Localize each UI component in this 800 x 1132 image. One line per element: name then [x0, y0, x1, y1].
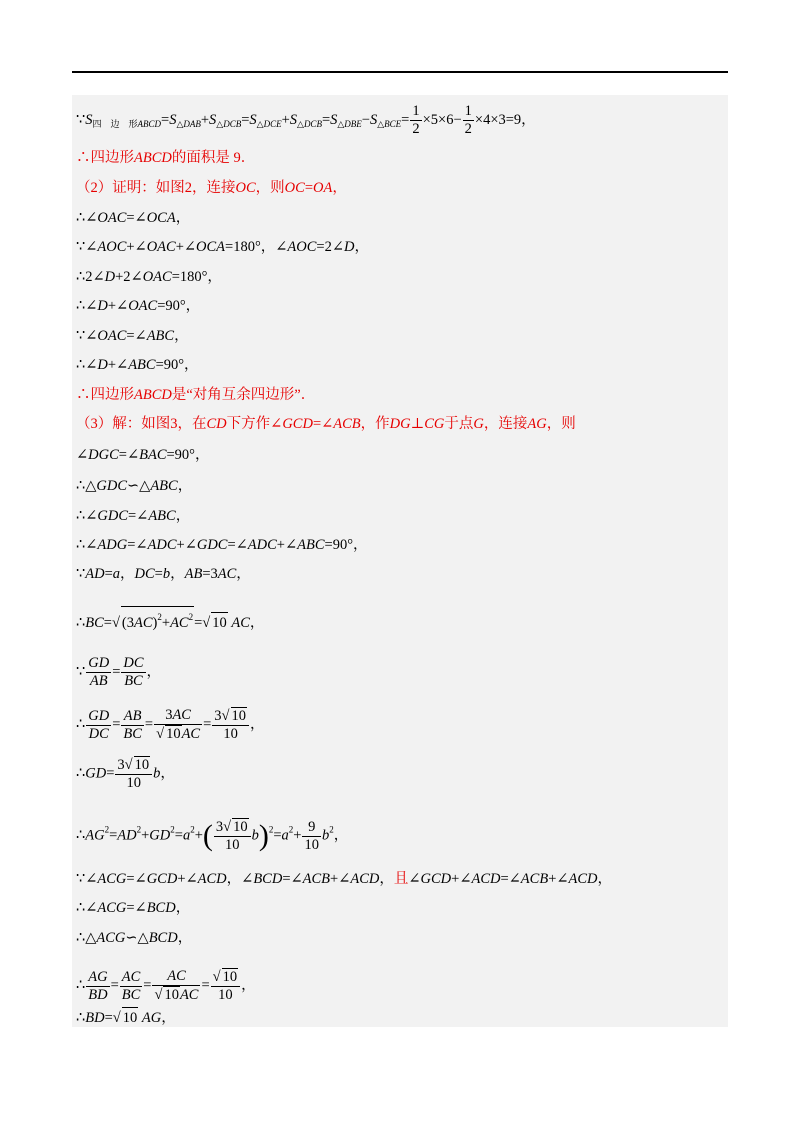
text-line: （2）证明：如图2，连接OC，则OC=OA， — [76, 180, 347, 196]
text-line: ∴∠ADG=∠ADC+∠GDC=∠ADC+∠ABC=90°， — [76, 537, 368, 553]
text-line: ∵∠ACG=∠GCD+∠ACD，∠BCD=∠ACB+∠ACD，且∠GCD+∠ACD=∠ACB+∠ACD， — [76, 871, 613, 887]
text-line: ∵∠AOC+∠OAC+∠OCA=180°，∠AOC=2∠D， — [76, 239, 369, 255]
header-rule — [72, 71, 728, 73]
text-line: ∴△GDC∽△ABC， — [76, 478, 193, 494]
text-line: ∴ $\frac{AG}{BD}$ = $\frac{AC}{BC}$ = $\frac{AC}{√ 10AC}$ = $\frac{√ 10}{10}$ ， — [76, 968, 256, 1003]
text-line: ∴BC=√ $(3AC)^2+AC^2=√$ 10 AC， — [76, 606, 264, 633]
text-line: ∴∠GDC=∠ABC， — [76, 508, 191, 524]
text-line: （3）解：如图3，在CD下方作∠GCD=∠ACB，作DG⊥CG于点G，连接AG，则 — [76, 416, 576, 432]
text-line: ∴∠D+∠OAC=90°， — [76, 298, 201, 314]
text-line: ∴GD= $\frac{3√ 10}{10}$ b， — [76, 757, 175, 791]
text-line: ∴2∠D+2∠OAC=180°， — [76, 269, 222, 285]
text-line: ∠DGC=∠BAC=90°， — [76, 447, 210, 463]
solution-content — [72, 95, 728, 1027]
text-line: ∴ $\frac{GD}{DC}$ = $\frac{AB}{BC}$ = $\frac{3AC}{√ 10AC}$ = $\frac{3√ 10}{10}$ ， — [76, 707, 265, 742]
text-line: ∴BD=√ 10 AG， — [76, 1007, 176, 1028]
text-line: $\because S_{四 边 形ABCD}=S_{\triangle DAB}+S_{\triangle DCB}=S_{\triangle DCE}+S_{\triangle DCB}=S_{\triangle DBE}-S_{\triangle BCE}=$ $\frac{1}{2}$ ×5×6− $\frac{1}{2}$ ×4×3=9， — [76, 103, 536, 137]
text-line: $\therefore AG^2=AD^2+GD^2=a^2+$( $\frac{3√ 10}{10}$ $b)^2=a^2+$ $\frac{9}{10}$ $b^2$， — [76, 818, 349, 853]
text-line: ∴∠D+∠ABC=90°， — [76, 357, 199, 373]
text-line: ∵ $\frac{GD}{AB}$ = $\frac{DC}{BC}$ ， — [76, 655, 162, 689]
text-line: ∵∠OAC=∠ABC， — [76, 328, 189, 344]
text-line: ∵AD=a，DC=b，AB=3AC， — [76, 566, 251, 582]
text-line: ∴△ACG∽△BCD， — [76, 930, 193, 946]
text-line: ∴四边形ABCD的面积是 9． — [76, 150, 256, 166]
text-line: ∴∠ACG=∠BCD， — [76, 900, 191, 916]
text-line: ∴四边形ABCD是“对角互余四边形”． — [76, 387, 316, 403]
text-line: ∴∠OAC=∠OCA， — [76, 210, 191, 226]
